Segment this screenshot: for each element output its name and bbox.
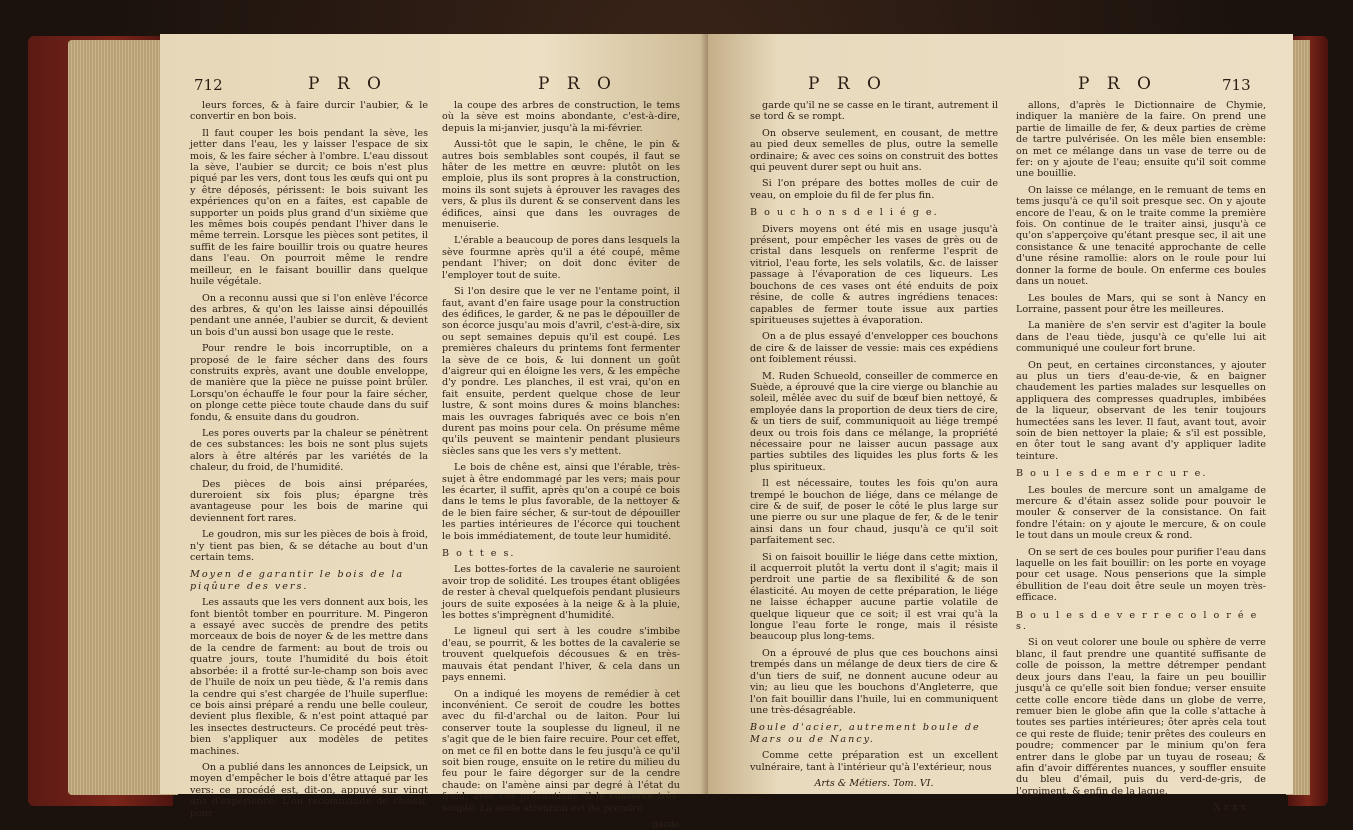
paragraph: On se sert de ces boules pour purifier l'eau dans laquelle on les fait bouillir: on les porte en voyage pour cet usage. Nous penserions que la simple ébullition de l'eau doit être seule un moyen très-efficace.	[1016, 546, 1266, 604]
section-heading: Moyen de garantir le bois de la piqûure des vers.	[190, 569, 405, 592]
running-head-right-a: P R O	[808, 74, 887, 94]
paragraph: Divers moyens ont été mis en usage jusqu'à présent, pour empêcher les vases de grès ou de cristal dans lesquels on renferme l'esprit de vitriol, l'eau forte, les sels volatils, &c. de laisser passage à l'évaporation de ces liqueurs. Les bouchons de ces vases ont été enduits de poix résine, de colle & autres ingrédiens tenaces: capables de fermer toute issue aux parties spiritueuses sujettes à évaporation.	[750, 223, 998, 326]
right-column-2	[1016, 100, 1266, 814]
paragraph: Le bois de chêne est, ainsi que l'érable, très-sujet à être endommagé par les vers; mais pour les écarter, il suffit, après qu'on a coupé ce bois dans le tems le plus favorable, de la nettoyer & de le bien faire sécher, & sur-tout de dépouiller les parties intérieures de l'écorce qui touchent le bois immédiatement, de toute leur humidité.	[442, 462, 680, 542]
paragraph: Les boules de mercure sont un amalgame de mercure & d'étain assez solide pour pouvoir le mouler & conserver de la consistance. On fait fondre l'étain: on y ajoute le mercure, & on coule le tout dans un moule creux & rond.	[1016, 484, 1266, 542]
catchword: garde	[651, 818, 680, 830]
section-heading: B o t t e s.	[442, 548, 516, 560]
running-head-left-a: P R O	[308, 74, 387, 94]
signature-mark: X x x x	[1213, 802, 1246, 814]
page-number-left: 712	[194, 76, 223, 94]
paragraph: Il est nécessaire, toutes les fois qu'on aura trempé le bouchon de liége, dans ce mélange de cire & de suif, de poser le côté le plus large sur une pierre ou sur une plaque de fer, & de le tenir ainsi dans un four chaud, jusqu'à ce qu'il soit parfaitement sec.	[750, 478, 998, 547]
paragraph: On observe seulement, en cousant, de mettre au pied deux semelles de plus, outre la semelle ordinaire; & avec ces soins on construit des bottes qui peuvent durer sept ou huit ans.	[750, 127, 998, 174]
paragraph: Les bottes-fortes de la cavalerie ne sauroient avoir trop de solidité. Les troupes étant obligées de rester à cheval quelquefois pendant plusieurs jours de suite exposées à la neige & à la pluie, les bottes s'imprègnent d'humidité.	[442, 564, 680, 622]
paragraph: Il faut couper les bois pendant la sève, les jetter dans l'eau, les y laisser l'espace de six mois, & les faire sécher à l'ombre. L'eau dissout la sève, l'aubier se durcit; ce bois n'est plus piqué par les vers, dont tous les œufs qui ont pu y être déposés, périssent: le bois suivant les expériences qu'on en a faites, est capable de supporter un poids plus grand d'un sixième que les mêmes bois coupés pendant l'hiver dans le même terrein. Lorsque les pièces sont petites, il suffit de les faire bouillir trois ou quatre heures dans l'eau. On pourroit même le rendre meilleur, en le faisant bouillir dans quelque huile végétale.	[190, 127, 428, 288]
volume-footer: Arts & Métiers. Tom. VI.	[814, 777, 934, 789]
paragraph: leurs forces, & à faire durcir l'aubier, & le convertir en bon bois.	[190, 100, 428, 123]
section-heading: B o u l e s d e v e r r e c o l o r é e s.	[1016, 609, 1259, 633]
paragraph: Le ligneul qui sert à les coudre s'imbibe d'eau, se pourrit, & les bottes de la cavalerie se trouvent quelquefois décousues & en très-mauvais état pendant l'hiver, & cela dans un pays ennemi.	[442, 626, 680, 684]
paragraph: la coupe des arbres de construction, le tems où la sève est moins abondante, c'est-à-dire, depuis la mi-janvier, jusqu'à la mi-février.	[442, 100, 680, 134]
paragraph: On a éprouvé de plus que ces bouchons ainsi trempés dans un mélange de deux tiers de cire & d'un tiers de suif, ne donnent aucune odeur au vin; au lieu que les bouchons d'Angleterre, que l'on fait bouillir dans l'huile, lui en communiquent une très-désagréable.	[750, 647, 998, 716]
section-heading: B o u l e s d e m e r c u r e.	[1016, 468, 1208, 480]
paragraph: garde qu'il ne se casse en le tirant, autrement il se tord & se rompt.	[750, 100, 998, 123]
paragraph: On a publié dans les annonces de Leipsick, un moyen d'empêcher le bois d'être attaqué par les vers: ce procédé est, dit-on, appuyé sur vingt ans d'expérience. L'on recommande de choisir, pour	[190, 761, 428, 819]
paragraph: Si l'on prépare des bottes molles de cuir de veau, on emploie du fil de fer plus fin.	[750, 178, 998, 201]
section-heading: B o u c h o n s d e l i é g e.	[750, 207, 939, 219]
paragraph: L'érable a beaucoup de pores dans lesquels la sève fourmne après qu'il a été coupé, même pendant l'hiver; on doit donc éviter de l'employer tout de suite.	[442, 235, 680, 281]
paragraph: Si l'on desire que le ver ne l'entame point, il faut, avant d'en faire usage pour la construction des édifices, le garder, & ne pas le dépouiller de son écorce jusqu'au mois d'avril, c'est-à-dire, six ou sept semaines depuis qu'il est coupé. Les premières chaleurs du printems font fermenter la sève de ce bois, & lui donnent un goût d'aigreur qui en éloigne les vers, & les empêche d'y pondre. Les planches, il est vrai, qu'on en fait ensuite, perdent quelque chose de leur lustre, & sont moins dures & moins blanches: mais les ouvrages fabriqués avec ce bois n'en durent pas moins pour cela. On présume même qu'ils peuvent se maintenir pendant plusieurs siècles sans que les vers s'y mettent.	[442, 286, 680, 457]
running-head-left-b: P R O	[538, 74, 617, 94]
paragraph: Les boules de Mars, qui se sont à Nancy en Lorraine, passent pour être les meilleures.	[1016, 292, 1266, 315]
left-column-2	[442, 100, 680, 830]
right-page	[708, 34, 1293, 814]
paragraph: Le goudron, mis sur les pièces de bois à froid, n'y tient pas bien, & se détache au bout d'un certain tems.	[190, 529, 428, 564]
paragraph: Pour rendre le bois incorruptible, on a proposé de le faire sécher dans des fours construits exprès, avant une double enveloppe, de manière que la pièce ne puisse point brûler. Lorsqu'on échauffe le four pour la faire sécher, on plonge cette pièce toute chaude dans du suif fondu, & ensuite dans du goudron.	[190, 343, 428, 423]
paragraph: On peut, en certaines circonstances, y ajouter au plus un tiers d'eau-de-vie, & en baigner chaudement les parties malades sur lesquelles on appliquera des compresses quadruples, imbibées de la liqueur, observant de les tenir toujours humectées sans les lever. Il faut, avant tout, avoir soin de bien nettoyer la plaie; & s'il est possible, en ôter tout le sang avant d'y appliquer ladite teinture.	[1016, 359, 1266, 462]
paragraph: Comme cette préparation est un excellent vulnéraire, tant à l'intérieur qu'à l'extérieur, nous	[750, 750, 998, 773]
left-column-1	[190, 100, 428, 824]
paragraph: On a reconnu aussi que si l'on enlève l'écorce des arbres, & qu'on les laisse ainsi dépouillés pendant une année, l'aubier se durcit, & devient un bois d'un aussi bon usage que le reste.	[190, 292, 428, 338]
left-page	[160, 34, 708, 830]
right-column-1	[750, 100, 998, 789]
paragraph: allons, d'après le Dictionnaire de Chymie, indiquer la manière de la faire. On prend une partie de limaille de fer, & deux parties de crème de tartre pulvérisée. On les mêle bien ensemble: on met ce mélange dans un vase de terre ou de fer: on y ajoute de l'eau; ensuite qu'il soit comme une bouillie.	[1016, 100, 1266, 180]
paragraph: On a indiqué les moyens de remédier à cet inconvénient. Ce seroit de coudre les bottes avec du fil-d'archal ou de laiton. Pour lui conserver toute la souplesse du ligneul, il ne s'agit que de le bien faire recuire. Pour cet effet, on met ce fil en botte dans le feu jusqu'à ce qu'il soit bien rouge, ensuite on le retire du milieu du feu pour le faire dégorger sur de la cendre chaude: on l'amène ainsi par degré à l'état du froid; avec ces précautions, il le conserve très-souple. La seule attention est de prendre	[442, 688, 680, 814]
paragraph: Les pores ouverts par la chaleur se pénètrent de ces substances: les bois ne sont plus sujets alors à être altérés par les variétés de la chaleur, du froid, de l'humidité.	[190, 427, 428, 474]
paragraph: Si on faisoit bouillir le liége dans cette mixtion, il acquerroit plutôt la vertu dont il s'agit; mais il perdroit une partie de sa flexibilité & de son élasticité. Au moyen de cette préparation, le liége ne laisse échapper aucune partie volatile de quelque liqueur que ce soit; il est vrai qu'à la longue l'eau forte le ronge, mais il résiste beaucoup plus long-tems.	[750, 551, 998, 643]
paragraph: Les assauts que les vers donnent aux bois, les font bientôt tomber en pourriture. M. Pingeron a essayé avec succès de prendre des petits morceaux de bois de noyer & de les mettre dans de la cendre de farment: au bout de trois ou quatre jours, toute l'humidité du bois étoit absorbée: il a frotté sur-le-champ son bois avec de l'huile de noix un peu tiède, & l'a remis dans la cendre qui s'est chargée de l'huile superflue: ce bois ainsi préparé a rendu une belle couleur, devient plus flexible, & n'est point attaqué par les insectes destructeurs. Ce procédé peut très-bien s'appliquer aux modèles de petites machines.	[190, 597, 428, 757]
paragraph: On laisse ce mélange, en le remuant de tems en tems jusqu'à ce qu'il soit presque sec. On y ajoute encore de l'eau, & on le traite comme la première fois. On continue de le traiter ainsi, jusqu'à ce qu'on s'apperçoive qu'étant presque sec, il ait une consistance & une tenacité approchante de celle d'une résine ramollie: alors on le roule pour lui donner la forme de boule. On enferme ces boules dans un nouet.	[1016, 184, 1266, 288]
paragraph: M. Ruden Schueold, conseiller de commerce en Suède, a éprouvé que la cire vierge ou blanchie au soleil, mêlée avec du suif de bœuf bien nettoyé, & employée dans la proportion de deux tiers de cire, & un tiers de suif, communiquoit au liége trempé deux ou trois fois dans ce mélange, la propriété nécessaire pour ne laisser aucun passage aux parties subtiles des liquides les plus forts & les plus spiritueux.	[750, 370, 998, 473]
page-number-right: 713	[1222, 76, 1251, 94]
open-book	[28, 30, 1328, 830]
paragraph: On a de plus essayé d'envelopper ces bouchons de cire & de laisser de vessie: mais ces expédiens ont foiblement réussi.	[750, 331, 998, 366]
section-heading: Boule d'acier, autrement boule de Mars ou de Nancy.	[750, 722, 981, 745]
paragraph: La manière de s'en servir est d'agiter la boule dans de l'eau tiède, jusqu'à ce qu'elle lui ait communiqué une couleur fort brune.	[1016, 320, 1266, 355]
paragraph: Si on veut colorer une boule ou sphère de verre blanc, il faut prendre une quantité suffisante de colle de poisson, la mettre détremper pendant deux jours dans l'eau, la faire un peu bouillir jusqu'à ce qu'elle soit bien fondue; verser ensuite cette colle encore tiède dans un globe de verre, remuer bien le globe afin que la colle s'attache à toutes ses parties intérieures; ôter après cela tout ce qui reste de fluide; tenir prêtes des couleurs en poudre; commencer par le minium qu'on fera entrer dans le globe par un tuyau de roseau; & afin d'avoir différentes nuances, y souffler ensuite du bleu d'émail, puis du verd-de-gris, de l'orpiment, & enfin de la laque.	[1016, 637, 1266, 797]
paragraph: Des pièces de bois ainsi préparées, dureroient six fois plus; épargne très avantageuse pour les bois de marine qui deviennent fort rares.	[190, 478, 428, 524]
paragraph: Aussi-tôt que le sapin, le chêne, le pin & autres bois semblables sont coupés, il faut se hâter de les mettre en œuvre: plutôt on les emploie, plus ils sont propres à la construction, moins ils sont sujets à éprouver les ravages des vers, & plus ils durent & se conservent dans les édifices, ainsi que dans les ouvrages de menuiserie.	[442, 139, 680, 231]
running-head-right-b: P R O	[1078, 74, 1157, 94]
